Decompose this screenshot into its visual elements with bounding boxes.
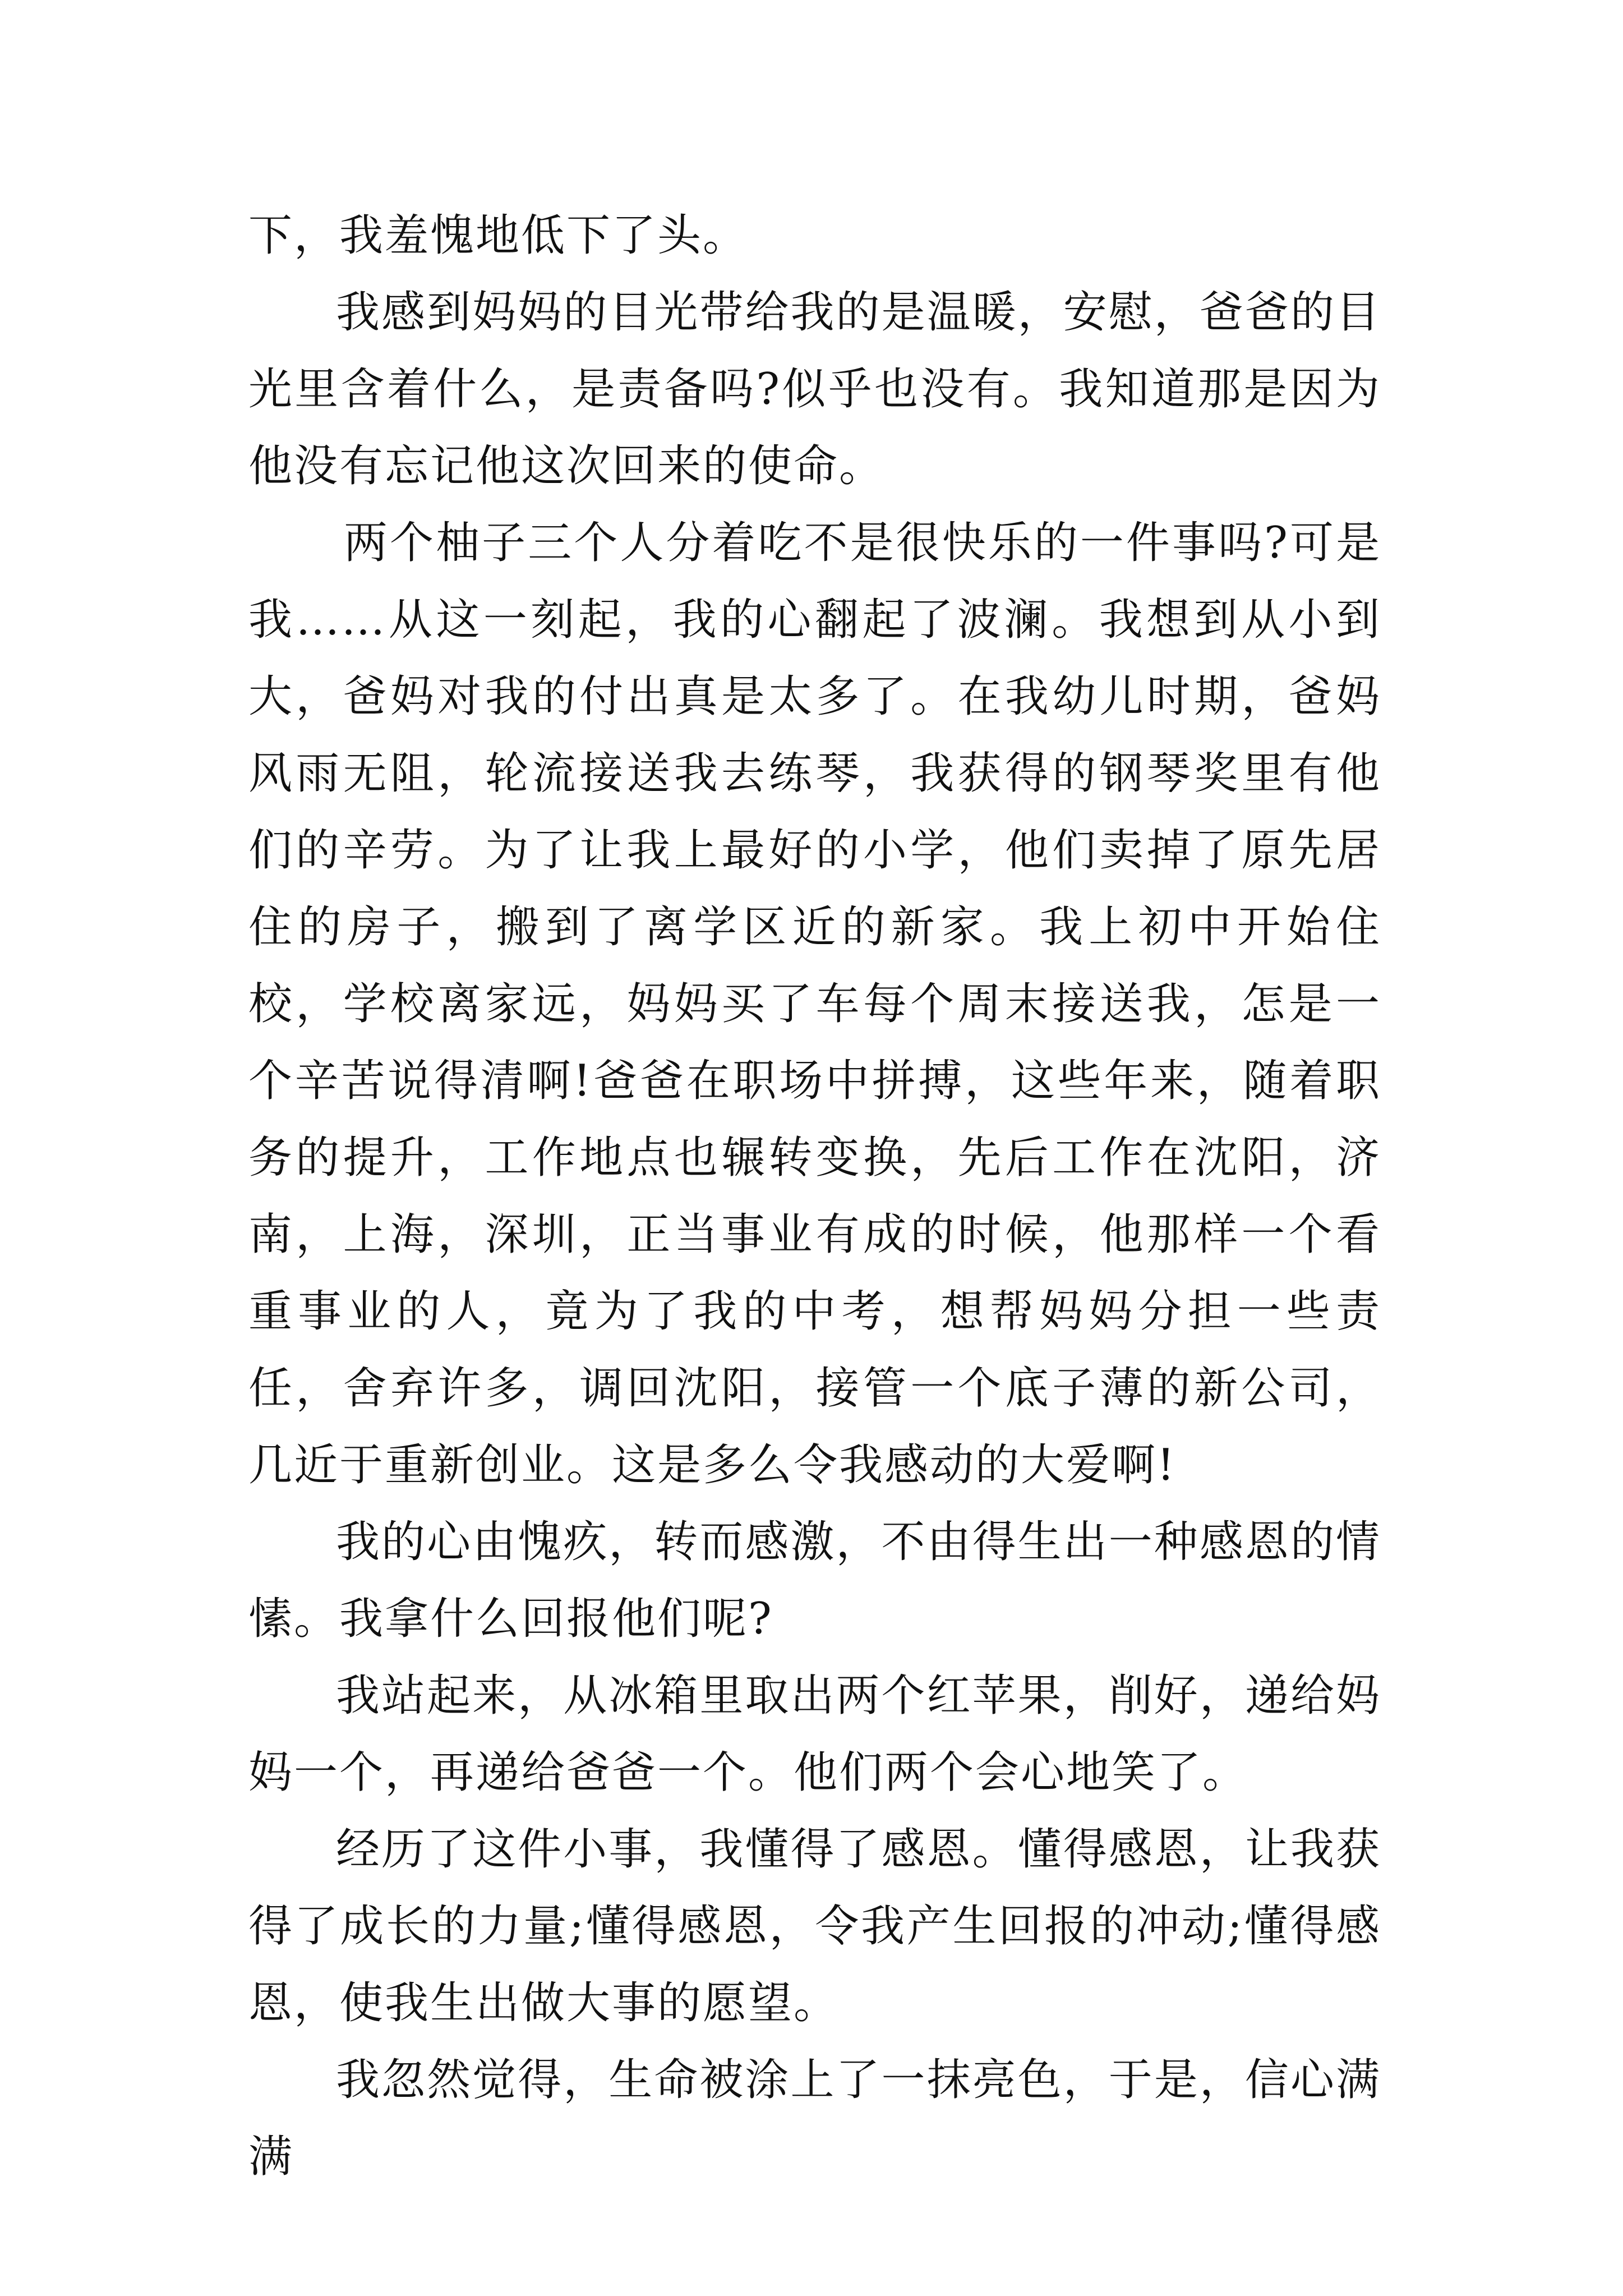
paragraph: 两个柚子三个人分着吃不是很快乐的一件事吗?可是我……从这一刻起，我的心翻起了波澜。我想到从小到大，爸妈对我的付出真是太多了。在我幼儿时期，爸妈风雨无阻，轮流接送我去练琴，我获得的钢琴奖里有他们的辛劳。为了让我上最好的小学，他们卖掉了原先居住的房子，搬到了离学区近的新家。我上初中开始住校，学校离家远，妈妈买了车每个周末接送我，怎是一个辛苦说得清啊!爸爸在职场中拼搏，这些年来，随着职务的提升，工作地点也辗转变换，先后工作在沈阳，济南，上海，深圳，正当事业有成的时候，他那样一个看重事业的人，竟为了我的中考，想帮妈妈分担一些责任，舍弃许多，调回沈阳，接管一个底子薄的新公司，几近于重新创业。这是多么令我感动的大爱啊! [248,518,1381,1490]
paragraph: 我感到妈妈的目光带给我的是温暖，安慰，爸爸的目光里含着什么，是责备吗?似乎也没有。我知道那是因为他没有忘记他这次回来的使命。 [248,287,1381,491]
paragraph: 下，我羞愧地低下了头。 [248,210,749,261]
paragraph: 我的心由愧疚，转而感激，不由得生出一种感恩的情愫。我拿什么回报他们呢? [248,1517,1381,1644]
paragraph: 我站起来，从冰箱里取出两个红苹果，削好，递给妈妈一个，再递给爸爸一个。他们两个会心地笑了。 [248,1671,1381,1798]
paragraph: 我忽然觉得，生命被涂上了一抹亮色，于是，信心满满 [248,2055,1381,2182]
paragraph: 经历了这件小事，我懂得了感恩。懂得感恩，让我获得了成长的力量;懂得感恩，令我产生回报的冲动;懂得感恩，使我生出做大事的愿望。 [248,1824,1381,2028]
body-text [248,197,1381,2196]
